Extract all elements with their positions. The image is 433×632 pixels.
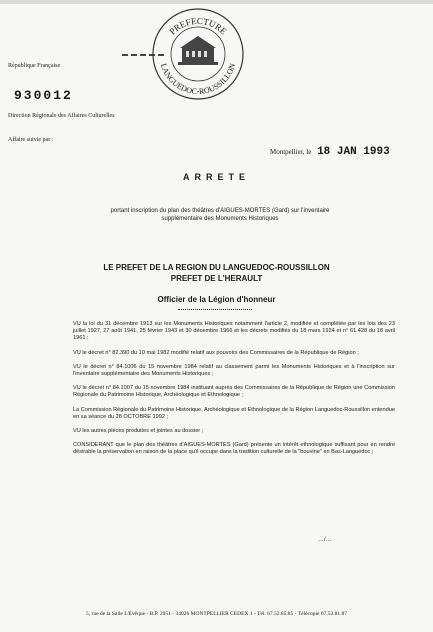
prefecture-seal (150, 6, 246, 102)
date-prefix: Montpellier, le (270, 148, 312, 156)
officier-heading: Officier de la Légion d'honneur (157, 295, 276, 304)
building-emblem-icon (178, 36, 218, 65)
prefet-heading (0, 262, 433, 284)
registration-number: 930012 (14, 88, 73, 103)
paragraph: VU les autres pièces produites et jointes au dossier ; (73, 428, 204, 435)
date-stamp: 18 JAN 1993 (317, 146, 390, 158)
seal-bottom-text: LANGUEDOC-ROUSSILLON (158, 62, 238, 97)
direction-label: Direction Régionale des Affaires Culturelles (8, 113, 115, 119)
republique-label: République Française (8, 63, 61, 69)
paragraph: La Commission Régionale du Patrimoine Historique, Archéologique et Ethnologique de la Région Languedoc-Roussillon entendue en sa séance du 28 OCTOBRE 1992 ; (73, 406, 395, 420)
prefet-line-2: PREFET DE L'HERAULT (170, 274, 263, 283)
footer-address: 5, rue de la Salle L'Evêque - B.P. 2051 - 34026 MONTPELLIER CEDEX 1 - Tél. 67.52.85.85 - Télécopie 67.52.81.87 (86, 611, 347, 617)
paragraph: VU le décret n° 82.390 du 10 mai 1982 modifié relatif aux pouvoirs des Commissaires de la République de Région ; (73, 349, 359, 356)
svg-text:PREFECTURE (167, 16, 229, 37)
document-title: ARRETE (182, 172, 250, 182)
document-subtitle: portant inscription du plan des théâtres d'AIGUES-MORTES (Gard) sur l'inventaire supplémentaire des Monuments Historiques (110, 208, 330, 222)
affaire-label: Affaire suivie par : (8, 137, 54, 143)
paragraph: VU le décret n° 84.1006 du 15 novembre 1984 relatif au classement parmi les Monuments Historiques et à l'inscription sur l'inventaire supplémentaire des Monuments Historiques ; (73, 363, 395, 378)
paragraph: VU la loi du 31 décembre 1913 sur les Monuments Historiques notamment l'article 2, modifiée et complétée par les lois des 23 juillet 1927, 27 août 1941, 25 février 1943 et 30 décembre 1966 et les décrets modifiés du 18 mars 1924 et n° 61.428 du 18 avril 1961 ; (73, 321, 395, 342)
seal-top-text: PREFECTURE (167, 15, 229, 37)
scan-edge (0, 0, 433, 4)
continuation-mark: …/… (318, 537, 332, 543)
document-body (73, 321, 395, 464)
dotted-rule (178, 309, 252, 310)
svg-text:LANGUEDOC-ROUSSILLON (159, 62, 237, 96)
prefet-line-1: LE PREFET DE LA REGION DU LANGUEDOC-ROUSSILLON (103, 263, 330, 272)
paragraph: VU le décret n° 84.1007 du 15 novembre 1984 instituant auprès des Commissaires de la République de Région une Commission Régionale du Patrimoine Historique, Archéologique et Ethnologique ; (73, 385, 395, 399)
date-line (270, 146, 390, 158)
paragraph: CONSIDERANT que le plan des théâtres d'AIGUES-MORTES (Gard) présente un intérêt ethnologique suffisant pour en rendre désirable la préservation en raison de la place qu'il occupe dans la tradition culturelle de la "bouvine" en Bas-Languedoc ; (73, 442, 395, 456)
